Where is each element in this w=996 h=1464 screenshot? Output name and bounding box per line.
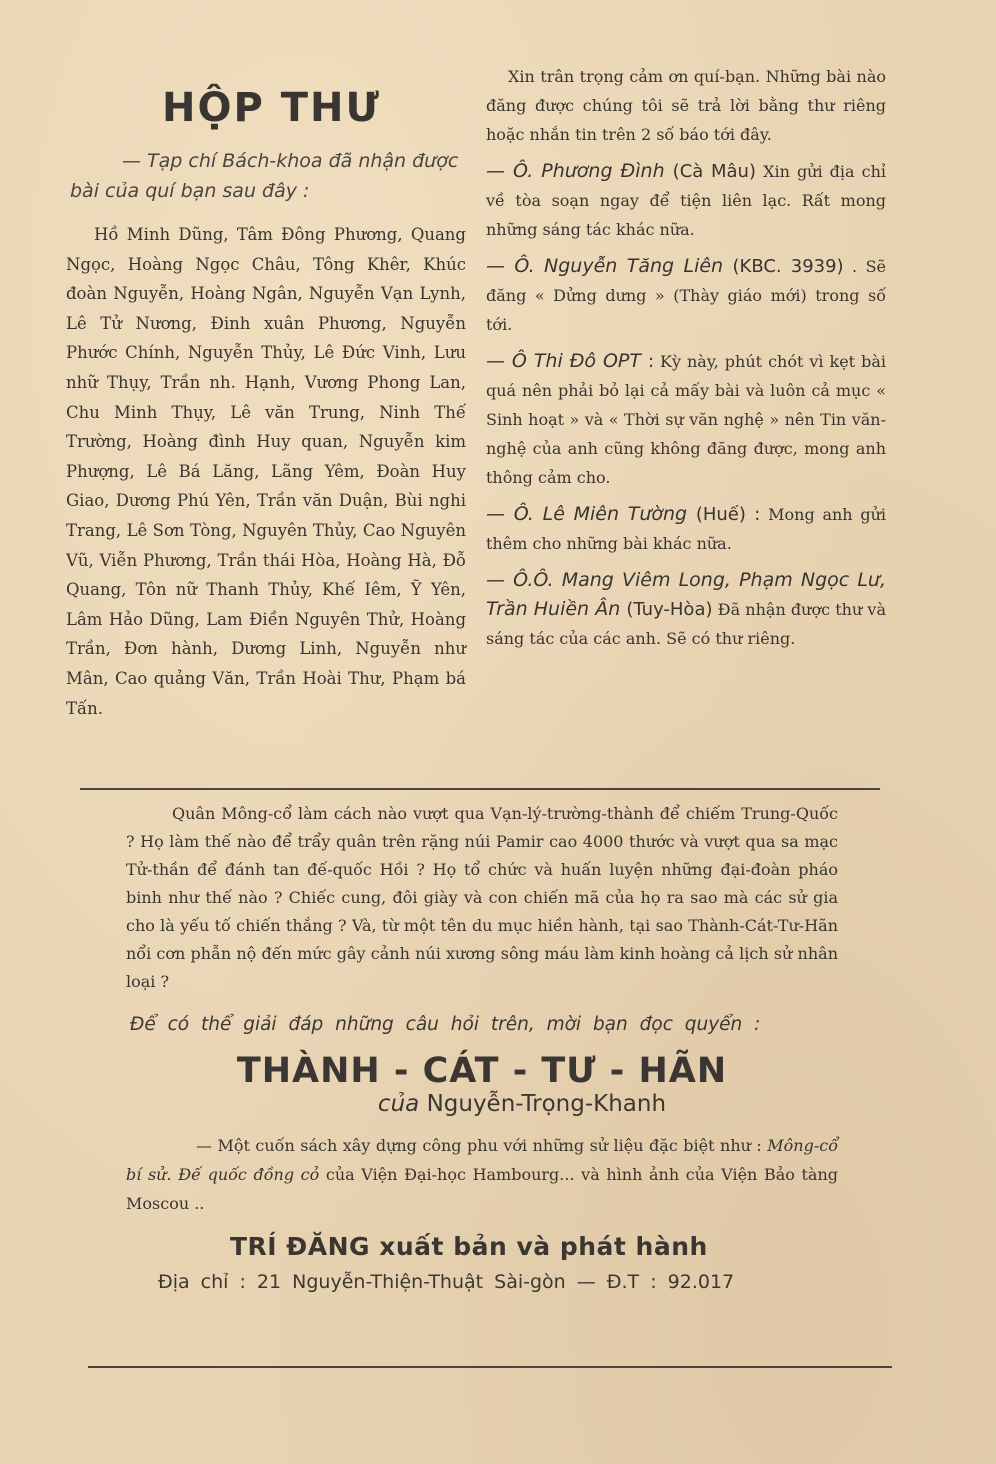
reply-item — [486, 347, 886, 492]
bottom-divider — [88, 1366, 892, 1368]
desc-source: Mông-cổ bí sử. — [126, 1136, 838, 1184]
thanks-note: Xin trân trọng cảm ơn quí-bạn. Những bài nào đăng được chúng tôi sẽ trả lời bằng thư riêng hoặc nhắn tin trên 2 số báo tới đây. — [486, 67, 886, 144]
reply-recipient: — Ô. Lê Miên Tường — [486, 503, 688, 525]
book-advertisement — [126, 800, 838, 1293]
reply-location: : — [647, 351, 655, 372]
book-author-line — [206, 1091, 838, 1117]
author-prefix: của — [377, 1091, 420, 1117]
reply-recipient: — Ô. Nguyễn Tăng Liên — [486, 255, 724, 277]
reply-body: Mong anh gửi thêm cho những bài khác nữa. — [486, 505, 887, 553]
top-divider — [80, 788, 880, 790]
contributor-names: Hồ Minh Dũng, Tâm Đông Phương, Quang Ngọc, Hoàng Ngọc Châu, Tông Khêr, Khúc đoàn Nguyễn, Hoàng Ngân, Nguyễn Vạn Lynh, Lê Tử Nương, Đinh xuân Phương, Nguyễn Phước Chính, Nguyễn Thủy, Lê Đức Vinh, Lưu nhữ Thụy, Trần nh. Hạnh, Vương Phong Lan, Chu Minh Thụy, Lê văn Trung, Ninh Thế Trường, Hoàng đình Huy quan, Nguyễn kim Phượng, Lê Bá Lăng, Lãng Yêm, Đoàn Huy Giao, Dương Phú Yên, Trần văn Duận, Bùi nghi Trang, Lê Sơn Tòng, Nguyên Thủy, Cao Nguyên Vũ, Viễn Phương, Trần thái Hòa, Hoàng Hà, Đỗ Quang, Tôn nữ Thanh Thủy, Khế Iêm, Ỹ Yên, Lâm Hảo Dũng, Lam Điền Nguyên Thử, Hoàng Trần, Đơn hành, Dương Linh, Nguyễn như Mân, Cao quảng Văn, Trần Hoài Thư, Phạm bá Tấn. — [66, 225, 466, 718]
publisher-address: Địa chỉ : 21 Nguyễn-Thiện-Thuật Sài-gòn — Đ.T : 92.017 — [158, 1271, 735, 1293]
book-description — [126, 1131, 838, 1218]
reply-location: (KBC. 3939) — [732, 256, 844, 277]
replies-column — [486, 62, 886, 661]
mailbox-title: HỘP THƯ — [162, 85, 381, 131]
publisher-line: TRÍ ĐĂNG xuất bản và phát hành — [230, 1232, 708, 1261]
book-title: THÀNH - CÁT - TƯ - HÃN — [236, 1051, 728, 1091]
reply-body: . Sẽ đăng « Dửng dưng » (Thày giáo mới) trong số tới. — [486, 257, 886, 334]
desc-mid: của Viện Đại-học Hambourg... và hình ảnh của Viện Bảo tàng Moscou .. — [126, 1165, 839, 1213]
reply-body: Kỳ này, phút chót vì kẹt bài quá nên phải bỏ lại cả mấy bài và luôn cả mục « Sinh hoạt » và « Thời sự văn nghệ » nên Tin văn-nghệ của anh cũng không đăng được, mong anh thông cảm cho. — [486, 352, 886, 487]
reply-body: Đã nhận được thư và sáng tác của các anh. Sẽ có thư riêng. — [486, 600, 886, 648]
mailbox-intro: — Tạp chí Bách-khoa đã nhận được bài của quí bạn sau đây : — [70, 150, 459, 202]
ad-questions: Quân Mông-cổ làm cách nào vượt qua Vạn-lý-trường-thành để chiếm Trung-Quốc ? Họ làm thế nào để trẩy quân trên rặng núi Pamir cao 4000 thước và vượt qua sa mạc Tử-thần để đánh tan đế-quốc Hồi ? Họ tổ chức và huấn luyện những đại-đoàn pháo binh như thế nào ? Chiếc cung, đôi giày và con chiến mã của họ ra sao mà các sử gia cho là yếu tố chiến thắng ? Và, từ một tên du mục hiền hành, tại sao Thành-Cát-Tư-Hãn nổi cơn phẫn nộ đến mức gây cảnh núi xương sông máu làm kinh hoàng cả lịch sử nhân loại ? — [126, 804, 838, 991]
book-author: Nguyễn-Trọng-Khanh — [426, 1091, 667, 1117]
reply-item — [486, 500, 886, 558]
reply-recipient: — Ô Thi Đô OPT — [486, 350, 641, 372]
reply-recipient: — Ô. Phương Đình — [486, 160, 665, 182]
reply-location: (Cà Mâu) — [672, 161, 756, 182]
reply-item — [486, 566, 886, 653]
reply-recipient: — Ô.Ô. Mang Viêm Long, Phạm Ngọc Lư, Trần Huiền Ân — [486, 569, 886, 620]
reply-location: (Huế) : — [695, 504, 761, 525]
reply-item — [486, 157, 886, 244]
desc-source: Đế quốc đồng cỏ — [178, 1165, 320, 1184]
reply-body: Xin gửi địa chỉ về tòa soạn ngay để tiện liên lạc. Rất mong những sáng tác khác nữa. — [486, 162, 887, 239]
mailbox-column — [66, 80, 466, 723]
desc-start: — Một cuốn sách xây dựng công phu với những sử liệu đặc biệt như : — [196, 1136, 762, 1155]
ad-invite: Để có thể giải đáp những câu hỏi trên, mời bạn đọc quyển : — [130, 1014, 761, 1035]
reply-location: (Tuy-Hòa) — [626, 599, 713, 620]
reply-item — [486, 252, 886, 339]
